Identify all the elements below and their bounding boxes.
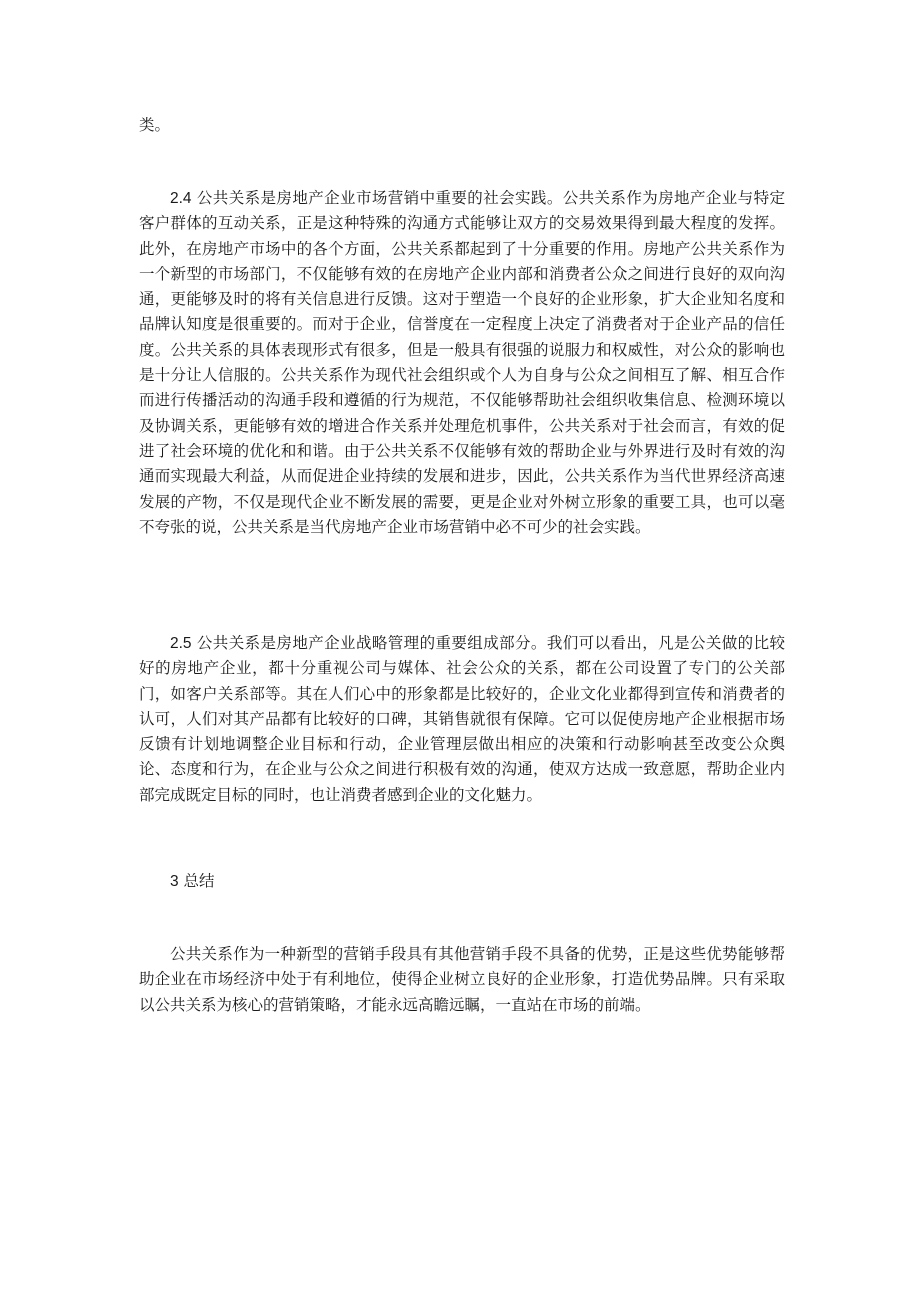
section-number: 2.5	[170, 635, 192, 652]
section-number: 3	[170, 873, 179, 890]
section-title: 总结	[178, 872, 215, 890]
paragraph-conclusion: 公共关系作为一种新型的营销手段具有其他营销手段不具备的优势，正是这些优势能够帮助企业在市场经济中处于有利地位，使得企业树立良好的企业形象，打造优势品牌。只有采取以公共关系为核心的营销策略，才能永远高瞻远瞩，一直站在市场的前端。	[139, 945, 785, 1014]
paragraph-section-2-5	[139, 631, 785, 808]
section-body: 公共关系是房地产企业战略管理的重要组成部分。我们可以看出，凡是公关做的比较好的房地产企业，都十分重视公司与媒体、社会公众的关系，都在公司设置了专门的公关部门，如客户关系部等。其在人们心中的形象都是比较好的，企业文化业都得到宣传和消费者的认可，人们对其产品都有比较好的口碑，其销售就很有保障。它可以促使房地产企业根据市场反馈有计划地调整企业目标和行动，企业管理层做出相应的决策和行动影响甚至改变公众舆论、态度和行为，在企业与公众之间进行积极有效的沟通，使双方达成一致意愿，帮助企业内部完成既定目标的同时，也让消费者感到企业的文化魅力。	[139, 634, 785, 804]
continuation-text: 类。	[139, 116, 171, 134]
section-number: 2.4	[170, 190, 192, 207]
section-body: 公共关系是房地产企业市场营销中重要的社会实践。公共关系作为房地产企业与特定客户群体的互动关系，正是这种特殊的沟通方式能够让双方的交易效果得到最大程度的发挥。此外，在房地产市场中的各个方面，公共关系都起到了十分重要的作用。房地产公共关系作为一个新型的市场部门，不仅能够有效的在房地产企业内部和消费者公众之间进行良好的双向沟通，更能够及时的将有关信息进行反馈。这对于塑造一个良好的企业形象，扩大企业知名度和品牌认知度是很重要的。而对于企业，信誉度在一定程度上决定了消费者对于企业产品的信任度。公共关系的具体表现形式有很多，但是一般具有很强的说服力和权威性，对公众的影响也是十分让人信服的。公共关系作为现代社会组织或个人为自身与公众之间相互了解、相互合作而进行传播活动的沟通手段和遵循的行为规范，不仅能够帮助社会组织收集信息、检测环境以及协调关系，更能够有效的增进合作关系并处理危机事件，公共关系对于社会而言，有效的促进了社会环境的优化和和谐。由于公共关系不仅能够有效的帮助企业与外界进行及时有效的沟通而实现最大利益，从而促进企业持续的发展和进步，因此，公共关系作为当代世界经济高速发展的产物，不仅是现代企业不断发展的需要，更是企业对外树立形象的重要工具，也可以毫不夸张的说，公共关系是当代房地产企业市场营销中必不可少的社会实践。	[139, 189, 785, 536]
paragraph-section-2-4	[139, 186, 785, 540]
section-heading-3	[139, 869, 785, 894]
